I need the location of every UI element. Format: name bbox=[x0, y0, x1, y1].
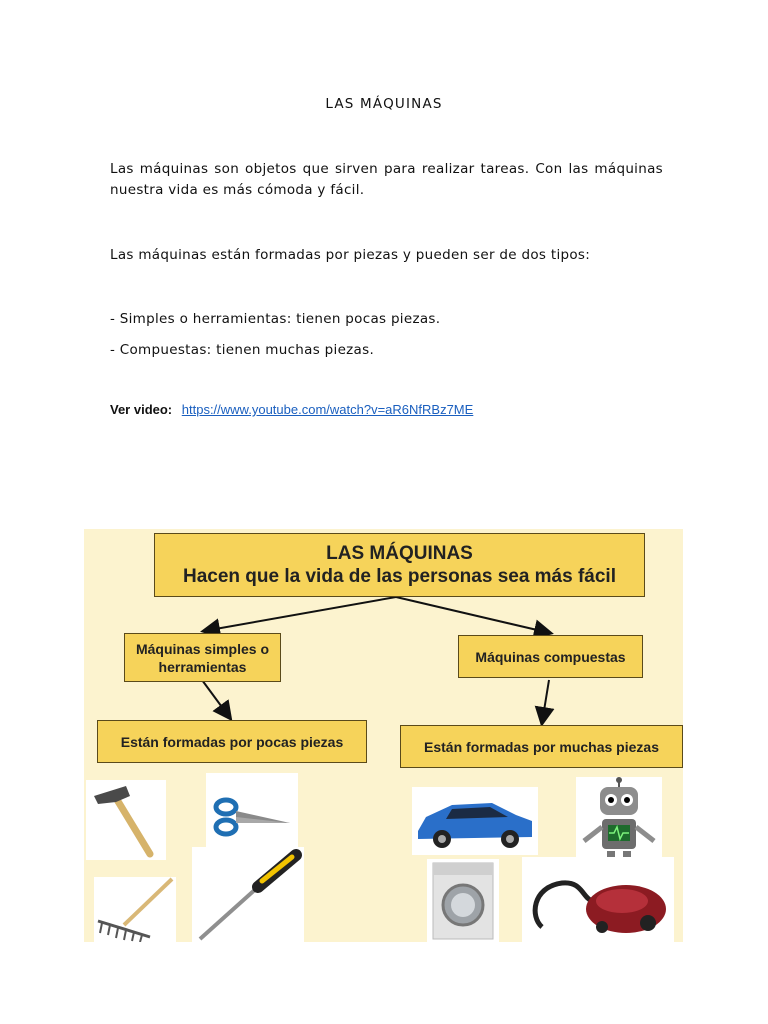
hammer-image bbox=[86, 780, 166, 860]
video-link[interactable]: https://www.youtube.com/watch?v=aR6NfRBz7ME bbox=[181, 402, 474, 417]
compound-machines-box: Máquinas compuestas bbox=[458, 635, 643, 678]
simple-description-box: Están formadas por pocas piezas bbox=[97, 720, 367, 763]
screwdriver-image bbox=[192, 847, 304, 942]
concept-map bbox=[84, 529, 683, 942]
bullet-simple: - Simples o herramientas: tienen pocas piezas. bbox=[110, 311, 441, 327]
diagram-main-subtitle: Hacen que la vida de las personas sea más fácil bbox=[183, 566, 616, 587]
diagram-main-box bbox=[154, 533, 645, 597]
video-line bbox=[110, 402, 473, 417]
page-title: LAS MÁQUINAS bbox=[325, 96, 443, 112]
vacuum-cleaner-image bbox=[522, 857, 674, 942]
car-image bbox=[412, 787, 538, 855]
intro-paragraph: Las máquinas son objetos que sirven para realizar tareas. Con las máquinas nuestra vida es más cómoda y fácil. bbox=[110, 161, 663, 198]
bullet-compound: - Compuestas: tienen muchas piezas. bbox=[110, 342, 375, 358]
washing-machine-image bbox=[427, 859, 499, 942]
video-label: Ver video: bbox=[110, 402, 173, 417]
diagram-main-title: LAS MÁQUINAS bbox=[326, 543, 473, 564]
compound-description-box: Están formadas por muchas piezas bbox=[400, 725, 683, 768]
types-paragraph: Las máquinas están formadas por piezas y pueden ser de dos tipos: bbox=[110, 247, 591, 263]
rake-image bbox=[94, 877, 176, 942]
simple-machines-box: Máquinas simples o herramientas bbox=[124, 633, 281, 682]
